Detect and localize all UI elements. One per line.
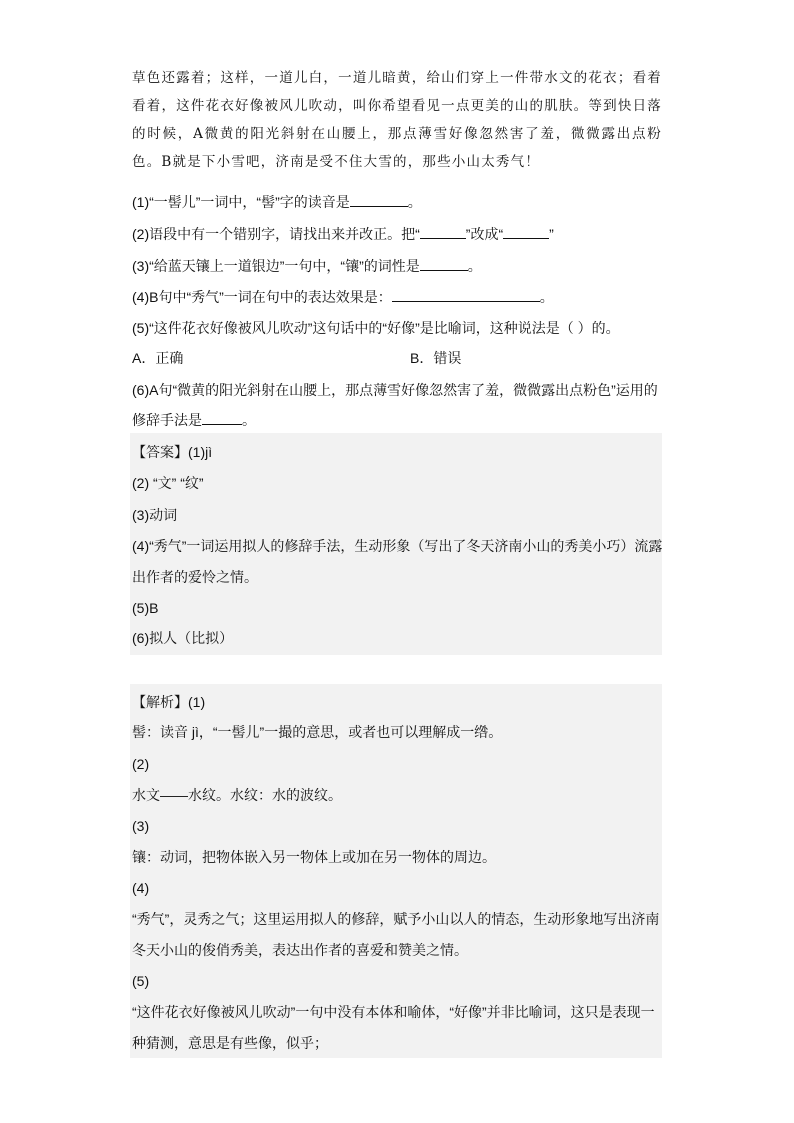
question-1 <box>132 192 672 212</box>
analysis-explanation-4-line2: 冬天小山的俊俏秀美，表达出作者的喜爱和赞美之情。 <box>132 942 468 958</box>
analysis-number-4: (4) <box>132 880 150 896</box>
question-2-mid: ”改成“ <box>465 226 504 242</box>
question-2-end: ” <box>549 226 554 242</box>
answer-3: (3)动词 <box>132 507 178 523</box>
answer-2: (2) “文” “纹” <box>132 475 204 491</box>
answer-1: (1)jì <box>188 444 213 460</box>
question-5: (5)“这件花衣好像被风儿吹动”这句话中的“好像”是比喻词，这种说法是（ ）的。 <box>132 320 620 336</box>
analysis-explanation-5-line2: 种猜测，意思是有些像，似乎； <box>132 1035 328 1051</box>
question-6-line1: (6)A句“微黄的阳光斜射在山腰上，那点薄雪好像忽然害了羞，微微露出点粉色”运用的 <box>132 382 658 398</box>
question-4-end: 。 <box>539 289 554 305</box>
question-3-text: (3)“给蓝天镶上一道银边”一句中，“镶”的词性是 <box>132 258 420 274</box>
analysis-number-2: (2) <box>132 756 150 772</box>
question-4-text: (4)B句中“秀气”一词在句中的表达效果是： <box>132 289 392 305</box>
answer-blank <box>503 224 549 239</box>
answer-blank <box>350 192 408 207</box>
answer-4-line2: 出作者的爱怜之情。 <box>132 569 258 585</box>
analysis-explanation-4-line1: “秀气”，灵秀之气；这里运用拟人的修辞，赋予小山以人的情态，生动形象地写出济南 <box>132 911 660 927</box>
answer-blank <box>420 224 466 239</box>
analysis-number-3: (3) <box>132 818 150 834</box>
analysis-number-5: (5) <box>132 973 150 989</box>
question-6-text: 修辞手法是 <box>132 412 202 428</box>
question-3 <box>132 256 672 276</box>
analysis-line-1 <box>132 692 660 712</box>
answer-4-line1: (4)“秀气”一词运用拟人的修辞手法，生动形象（写出了冬天济南小山的秀美小巧）流露 <box>132 538 663 554</box>
analysis-explanation-3: 镶：动词，把物体嵌入另一物体上或加在另一物体的周边。 <box>132 849 496 865</box>
question-2-text: (2)语段中有一个错别字，请找出来并改正。把“ <box>132 226 420 242</box>
question-1-text: (1)“一髻儿”一词中，“髻”字的读音是 <box>132 194 350 210</box>
answer-6: (6)拟人（比拟） <box>132 630 234 646</box>
option-b: B．错误 <box>410 350 462 366</box>
answer-line-1 <box>132 442 660 462</box>
answer-blank <box>202 410 242 425</box>
question-3-end: 。 <box>467 258 482 274</box>
analysis-number-1: (1) <box>188 694 206 710</box>
answer-blank <box>420 256 468 271</box>
option-a: A．正确 <box>132 350 184 366</box>
question-6-line2 <box>132 410 672 430</box>
analysis-explanation-5-line1: “这件花衣好像被风儿吹动”一句中没有本体和喻体，“好像”并非比喻词，这只是表现一 <box>132 1004 655 1020</box>
answer-label: 【答案】 <box>132 444 188 460</box>
question-6-end: 。 <box>242 412 256 428</box>
reading-passage: 草色还露着；这样，一道儿白，一道儿暗黄，给山们穿上一件带水文的花衣；看着看着，这件花衣好像被风儿吹动，叫你希望看见一点更美的山的肌肤。等到快日落的时候，A微黄的阳光斜射在山腰上，那点薄雪好像忽然害了羞，微微露出点粉色。B就是下小雪吧，济南是受不住大雪的，那些小山太秀气！ <box>132 70 662 170</box>
analysis-explanation-1: 髻：读音 jì，“一髻儿”一撮的意思，或者也可以理解成一绺。 <box>132 724 503 740</box>
question-4 <box>132 287 672 307</box>
question-2 <box>132 224 672 244</box>
analysis-explanation-2: 水文——水纹。水纹：水的波纹。 <box>132 787 342 803</box>
answer-blank <box>392 287 540 302</box>
question-1-end: 。 <box>407 194 422 210</box>
answer-5: (5)B <box>132 600 159 616</box>
analysis-label: 【解析】 <box>132 694 188 710</box>
